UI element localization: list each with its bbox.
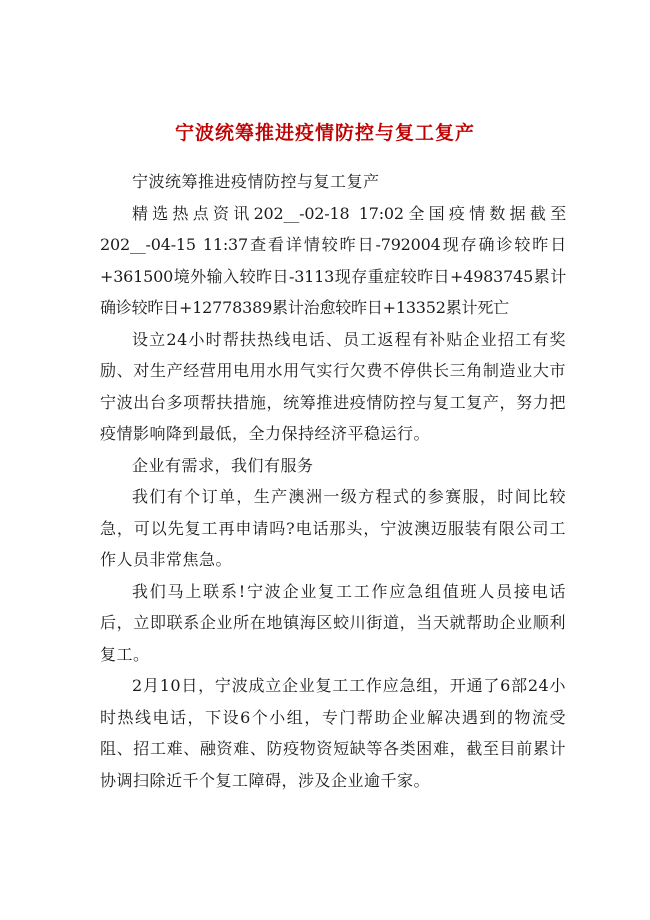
paragraph-order-story: 我们有个订单，生产澳洲一级方程式的参赛服，时间比较急，可以先复工再申请吗?电话那头，宁波澳迈服装有限公司工作人员非常焦急。 <box>100 487 566 569</box>
document-title: 宁波统筹推进疫情防控与复工复产 <box>174 122 475 144</box>
paragraph-measures: 设立24小时帮扶热线电话、员工返程有补贴企业招工有奖励、对生产经营用电用水用气实行欠费不停供长三角制造业大市宁波出台多项帮扶措施，统筹推进疫情防控与复工复产，努力把疫情影响降到最低，全力保持经济平稳运行。 <box>100 329 566 443</box>
paragraph-response: 我们马上联系!宁波企业复工工作应急组值班人员接电话后，立即联系企业所在地镇海区蛟川街道，当天就帮助企业顺利复工。 <box>100 581 566 664</box>
paragraph-emergency-group: 2月10日，宁波成立企业复工工作应急组，开通了6部24小时热线电话，下设6个小组，专门帮助企业解决遇到的物流受阻、招工难、融资难、防疫物资短缺等各类困难，截至目前累计协调扫除近千个复工障碍，涉及企业逾千家。 <box>100 676 566 790</box>
paragraph-section-heading: 企业有需求，我们有服务 <box>132 455 314 475</box>
paragraph-subtitle: 宁波统筹推进疫情防控与复工复产 <box>132 172 380 191</box>
paragraph-epidemic-data: 精选热点资讯202__-02-18 17:02全国疫情数据截至202__-04-15 11:37查看详情较昨日-792004现存确诊较昨日+361500境外输入较昨日-3113现存重症较昨日+4983745累计确诊较昨日+12778389累计治愈较昨日+13352累计死亡 <box>100 203 566 317</box>
document-body <box>100 166 566 796</box>
